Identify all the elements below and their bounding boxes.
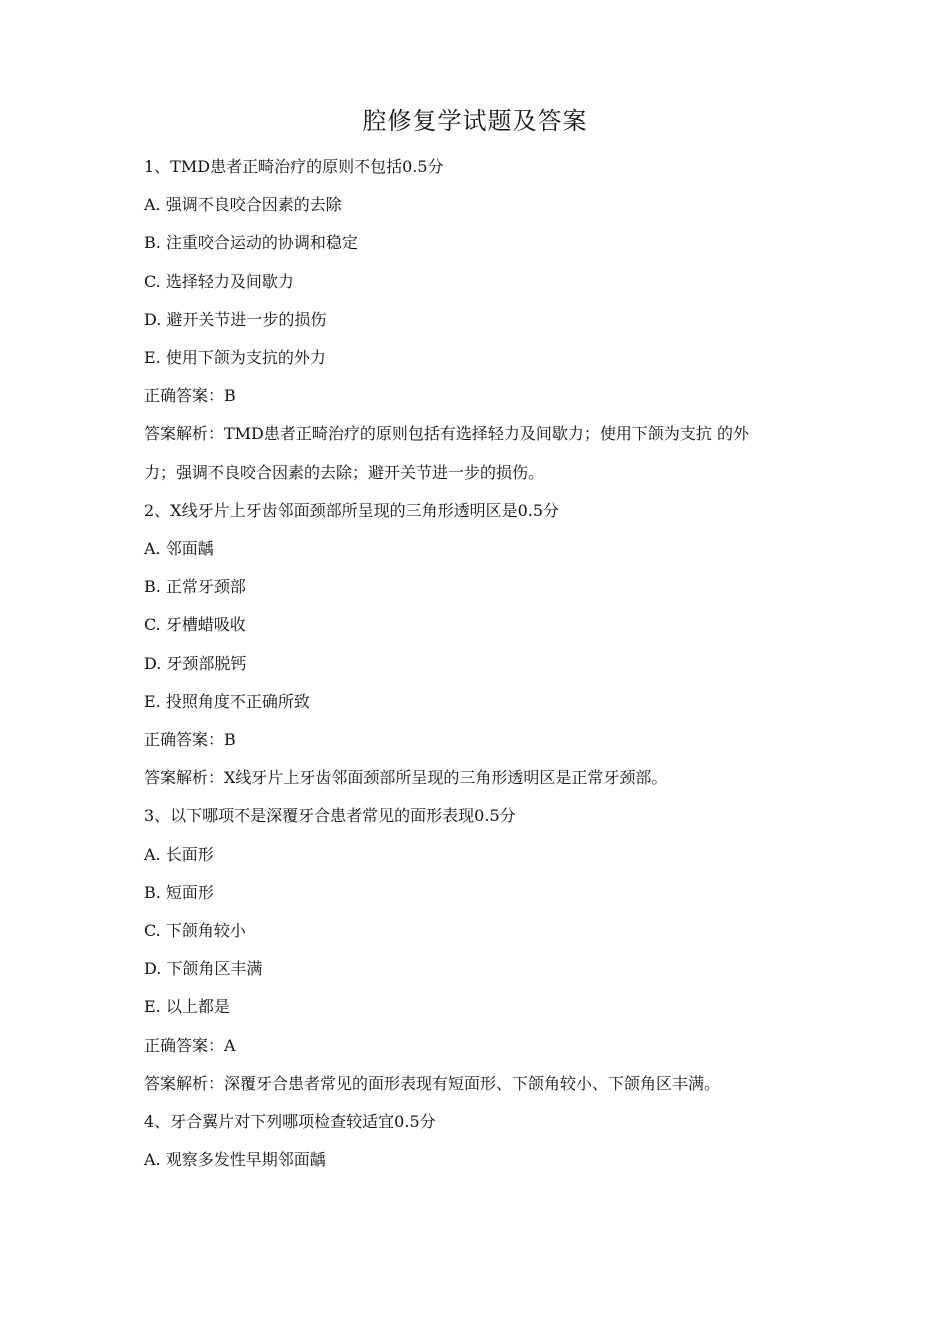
- question-1-option-e: E. 使用下颌为支抗的外力: [144, 348, 326, 368]
- question-2-option-e: E. 投照角度不正确所致: [144, 691, 310, 711]
- document-title: 腔修复学试题及答案: [362, 107, 588, 135]
- question-1-option-c: C. 选择轻力及间歇力: [144, 271, 294, 291]
- question-3-answer: 正确答案：A: [144, 1035, 236, 1055]
- question-2-answer: 正确答案：B: [144, 730, 236, 750]
- question-2-option-c: C. 牙槽蜡吸收: [144, 615, 246, 635]
- question-4-option-a: A. 观察多发性早期邻面龋: [144, 1150, 326, 1170]
- question-3-option-e: E. 以上都是: [144, 997, 230, 1017]
- question-2-stem: 2、X线牙片上牙齿邻面颈部所呈现的三角形透明区是0.5分: [144, 500, 560, 520]
- question-1-option-b: B. 注重咬合运动的协调和稳定: [144, 233, 358, 253]
- question-3-stem: 3、以下哪项不是深覆牙合患者常见的面形表现0.5分: [144, 806, 516, 826]
- question-2-explanation: 答案解析：X线牙片上牙齿邻面颈部所呈现的三角形透明区是正常牙颈部。: [144, 768, 668, 788]
- question-4-stem: 4、牙合翼片对下列哪项检查较适宜0.5分: [144, 1112, 436, 1132]
- question-1-option-a: A. 强调不良咬合因素的去除: [144, 195, 342, 215]
- question-1-stem: 1、TMD患者正畸治疗的原则不包括0.5分: [144, 157, 444, 176]
- question-1-option-d: D. 避开关节进一步的损伤: [144, 309, 327, 329]
- question-3-option-b: B. 短面形: [144, 882, 214, 902]
- question-3-option-c: C. 下颌角较小: [144, 921, 246, 941]
- question-2-option-a: A. 邻面龋: [144, 539, 214, 559]
- question-3-option-a: A. 长面形: [144, 844, 214, 864]
- question-3-explanation: 答案解析：深覆牙合患者常见的面形表现有短面形、下颌角较小、下颌角区丰满。: [144, 1073, 721, 1093]
- question-1-explanation-line-2: 力；强调不良咬合因素的去除；避开关节进一步的损伤。: [144, 462, 545, 482]
- question-1-explanation-line-1: 答案解析：TMD患者正畸治疗的原则包括有选择轻力及间歇力；使用下颌为支抗 的外: [144, 424, 749, 444]
- question-3-option-d: D. 下颌角区丰满: [144, 959, 263, 979]
- question-2-option-b: B. 正常牙颈部: [144, 577, 246, 597]
- question-2-option-d: D. 牙颈部脱钙: [144, 653, 247, 673]
- document-body: [144, 148, 824, 1179]
- question-1-answer: 正确答案：B: [144, 386, 236, 406]
